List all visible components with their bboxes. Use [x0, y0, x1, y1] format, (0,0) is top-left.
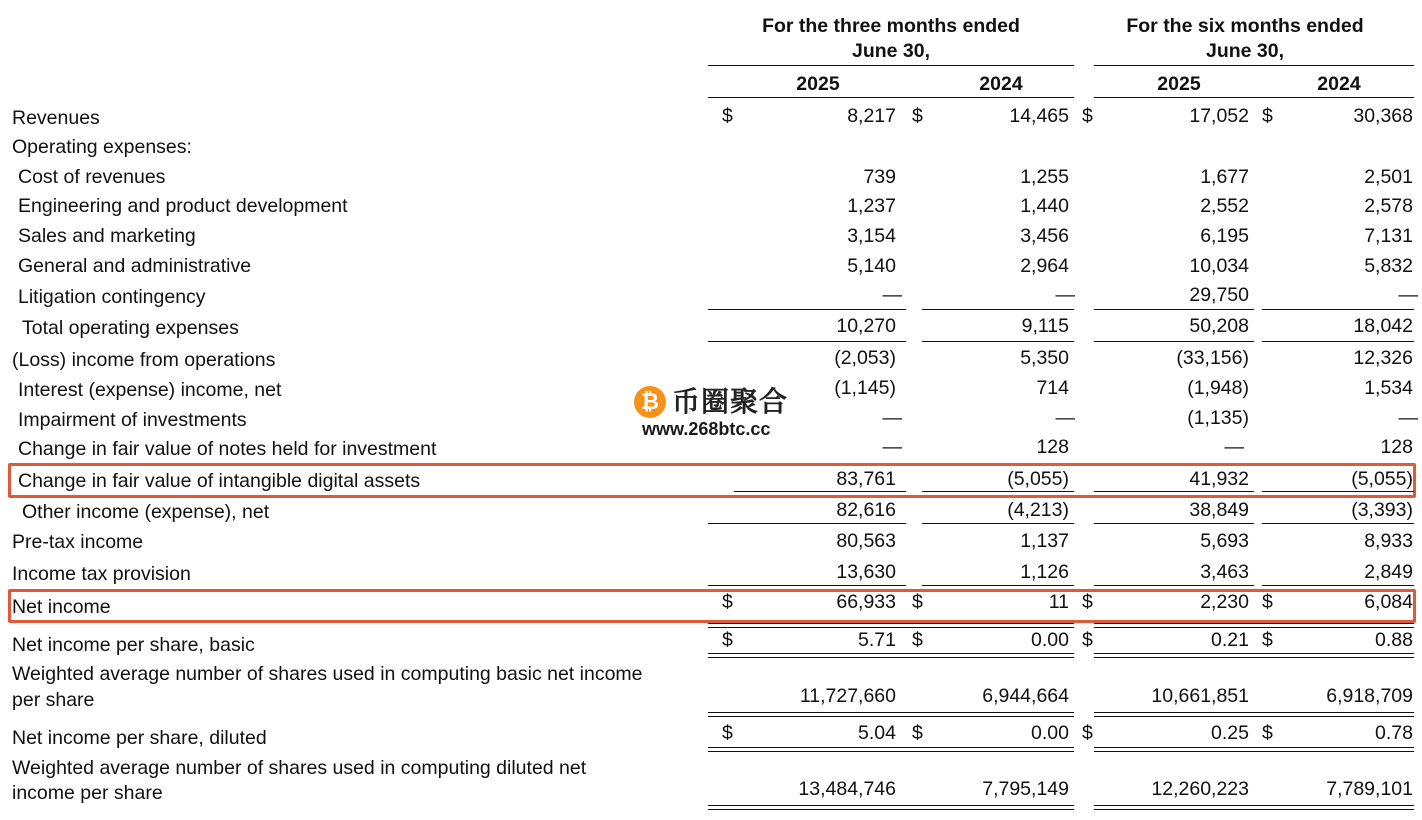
- header-three-months-line2: June 30,: [851, 40, 931, 62]
- cell-value: (1,948): [1187, 377, 1249, 399]
- subtotal-line: [1094, 491, 1254, 492]
- double-underline: [708, 716, 1074, 717]
- cell-value: 5,693: [1200, 530, 1249, 552]
- cell-value: 10,661,851: [1151, 685, 1249, 707]
- subtotal-line: [1262, 309, 1414, 310]
- cell-value: 7,789,101: [1326, 778, 1413, 800]
- cell-value: 1,237: [847, 195, 896, 217]
- subtotal-line: [708, 585, 906, 586]
- currency-symbol: $: [722, 722, 733, 744]
- header-six-months-line1: For the six months ended: [1126, 15, 1364, 37]
- year-header: 2024: [979, 73, 1023, 95]
- double-underline: [708, 809, 1074, 810]
- cell-value: 3,463: [1200, 561, 1249, 583]
- row-label: General and administrative: [18, 255, 252, 277]
- year-underline: [1094, 97, 1414, 98]
- cell-value: 0.00: [1031, 722, 1069, 744]
- cell-value: (4,213): [1007, 499, 1069, 521]
- currency-symbol: $: [1262, 105, 1273, 127]
- cell-value: 1,677: [1200, 166, 1249, 188]
- cell-value: 12,326: [1353, 347, 1413, 369]
- currency-symbol: $: [1262, 629, 1273, 651]
- double-underline: [708, 712, 1074, 713]
- currency-symbol: $: [722, 105, 733, 127]
- cell-value: 7,795,149: [982, 778, 1069, 800]
- currency-symbol: $: [912, 722, 923, 744]
- subtotal-line: [1094, 341, 1254, 342]
- header-underline: [1094, 65, 1414, 66]
- header-six-months-line2: June 30,: [1205, 40, 1285, 62]
- year-header: 2025: [796, 73, 840, 95]
- cell-value: 739: [863, 166, 896, 188]
- year-header: 2024: [1317, 73, 1361, 95]
- currency-symbol: $: [1082, 629, 1093, 651]
- row-label: Change in fair value of intangible digital assets: [18, 470, 421, 492]
- subtotal-line: [922, 491, 1074, 492]
- double-underline: [1094, 751, 1414, 752]
- row-label: Revenues: [12, 107, 100, 129]
- cell-value: 13,630: [836, 561, 896, 583]
- double-underline: [708, 747, 1074, 748]
- bitcoin-icon: ₿: [634, 386, 666, 418]
- cell-value: 0.25: [1211, 722, 1249, 744]
- cell-value: (1,135): [1187, 407, 1249, 429]
- cell-value: 82,616: [836, 499, 896, 521]
- cell-value: (5,055): [1007, 468, 1069, 490]
- currency-symbol: $: [912, 591, 923, 613]
- row-label: Pre-tax income: [12, 531, 144, 553]
- double-underline: [1094, 805, 1414, 806]
- subtotal-line: [922, 309, 1074, 310]
- row-label: (Loss) income from operations: [12, 349, 276, 371]
- cell-value: 128: [1036, 436, 1069, 458]
- row-label: Litigation contingency: [18, 286, 206, 308]
- cell-value: 14,465: [1009, 105, 1069, 127]
- row-label: Net income: [12, 596, 111, 618]
- currency-symbol: $: [1082, 105, 1093, 127]
- cell-value: 50,208: [1189, 315, 1249, 337]
- subtotal-line: [708, 309, 906, 310]
- double-underline: [708, 657, 1074, 658]
- subtotal-line: [708, 341, 906, 342]
- currency-symbol: $: [912, 629, 923, 651]
- cell-value: —: [882, 436, 902, 458]
- subtotal-line: [1094, 309, 1254, 310]
- subtotal-line: [708, 523, 906, 524]
- row-label: Impairment of investments: [18, 409, 247, 431]
- double-underline: [1094, 623, 1414, 624]
- row-label: Interest (expense) income, net: [18, 379, 282, 401]
- row-label: income per share: [12, 782, 163, 804]
- cell-value: —: [1055, 407, 1075, 429]
- cell-value: 714: [1036, 377, 1069, 399]
- currency-symbol: $: [722, 629, 733, 651]
- cell-value: —: [882, 284, 902, 306]
- cell-value: 6,195: [1200, 225, 1249, 247]
- header-three-months-line1: For the three months ended: [762, 15, 1020, 37]
- subtotal-line: [922, 341, 1074, 342]
- cell-value: 2,964: [1020, 255, 1069, 277]
- cell-value: 18,042: [1353, 315, 1413, 337]
- cell-value: 8,217: [847, 105, 896, 127]
- cell-value: 6,918,709: [1326, 685, 1413, 707]
- row-label: Income tax provision: [12, 563, 191, 585]
- cell-value: 38,849: [1189, 499, 1249, 521]
- subtotal-line: [922, 523, 1074, 524]
- double-underline: [1094, 712, 1414, 713]
- cell-value: 0.88: [1375, 629, 1413, 651]
- double-underline: [1094, 657, 1414, 658]
- cell-value: —: [1055, 284, 1075, 306]
- cell-value: 1,534: [1364, 377, 1413, 399]
- watermark-url: www.268btc.cc: [642, 419, 771, 439]
- row-label: Net income per share, basic: [12, 634, 255, 656]
- cell-value: 2,578: [1364, 195, 1413, 217]
- cell-value: 10,034: [1189, 255, 1249, 277]
- subtotal-line: [922, 585, 1074, 586]
- subtotal-line: [1262, 523, 1414, 524]
- cell-value: 9,115: [1021, 315, 1069, 337]
- cell-value: 128: [1380, 436, 1413, 458]
- subtotal-line: [1262, 341, 1414, 342]
- cell-value: 2,501: [1364, 166, 1413, 188]
- cell-value: 11,727,660: [799, 685, 896, 707]
- cell-value: —: [1398, 407, 1418, 429]
- cell-value: 5,140: [847, 255, 896, 277]
- row-label: Sales and marketing: [18, 225, 196, 247]
- cell-value: 13,484,746: [798, 778, 896, 800]
- cell-value: 11: [1048, 591, 1069, 613]
- cell-value: 29,750: [1189, 284, 1249, 306]
- subtotal-line: [734, 491, 906, 492]
- currency-symbol: $: [1082, 722, 1093, 744]
- cell-value: 1,137: [1020, 530, 1069, 552]
- watermark: [632, 384, 802, 440]
- section-label: Operating expenses:: [12, 136, 192, 158]
- cell-value: (5,055): [1351, 468, 1413, 490]
- subtotal-line: [1262, 585, 1414, 586]
- double-underline: [1094, 627, 1414, 628]
- currency-symbol: $: [1262, 722, 1273, 744]
- cell-value: 1,255: [1020, 166, 1069, 188]
- row-label: Weighted average number of shares used in computing diluted net: [12, 757, 587, 779]
- double-underline: [708, 653, 1074, 654]
- currency-symbol: $: [912, 105, 923, 127]
- double-underline: [1094, 716, 1414, 717]
- subtotal-line: [1094, 523, 1254, 524]
- cell-value: —: [1398, 284, 1418, 306]
- row-label: Net income per share, diluted: [12, 727, 267, 749]
- cell-value: 12,260,223: [1151, 778, 1249, 800]
- cell-value: (33,156): [1176, 347, 1249, 369]
- row-label: per share: [12, 689, 95, 711]
- currency-symbol: $: [1262, 591, 1273, 613]
- cell-value: 3,456: [1020, 225, 1069, 247]
- cell-value: 83,761: [836, 468, 896, 490]
- cell-value: 1,440: [1020, 195, 1069, 217]
- cell-value: 6,084: [1364, 591, 1413, 613]
- cell-value: 5,832: [1364, 255, 1413, 277]
- cell-value: 30,368: [1353, 105, 1413, 127]
- cell-value: 2,230: [1200, 591, 1249, 613]
- cell-value: 0.78: [1375, 722, 1413, 744]
- double-underline: [708, 623, 1074, 624]
- cell-value: 6,944,664: [982, 685, 1069, 707]
- cell-value: 41,932: [1189, 468, 1249, 490]
- double-underline: [1094, 653, 1414, 654]
- cell-value: 5,350: [1020, 347, 1069, 369]
- cell-value: 5.04: [858, 722, 896, 744]
- row-label: Total operating expenses: [22, 317, 239, 339]
- double-underline: [1094, 747, 1414, 748]
- row-label: Weighted average number of shares used in computing basic net income: [12, 663, 643, 685]
- currency-symbol: $: [1082, 591, 1093, 613]
- cell-value: 8,933: [1364, 530, 1413, 552]
- cell-value: 2,849: [1364, 561, 1413, 583]
- cell-value: 0.21: [1211, 629, 1249, 651]
- row-label: Engineering and product development: [18, 195, 348, 217]
- subtotal-line: [1262, 491, 1414, 492]
- cell-value: 0.00: [1031, 629, 1069, 651]
- cell-value: (2,053): [834, 347, 896, 369]
- year-underline: [708, 97, 1074, 98]
- row-label: Cost of revenues: [18, 166, 166, 188]
- double-underline: [708, 751, 1074, 752]
- year-header: 2025: [1157, 73, 1201, 95]
- cell-value: —: [882, 407, 902, 429]
- currency-symbol: $: [722, 591, 733, 613]
- cell-value: 80,563: [836, 530, 896, 552]
- cell-value: 17,052: [1189, 105, 1249, 127]
- cell-value: 10,270: [836, 315, 896, 337]
- cell-value: (3,393): [1351, 499, 1413, 521]
- cell-value: 5.71: [858, 629, 896, 651]
- cell-value: 1,126: [1020, 561, 1069, 583]
- header-underline: [708, 65, 1074, 66]
- watermark-name: 币圈聚合: [672, 386, 789, 417]
- double-underline: [1094, 809, 1414, 810]
- row-label: Other income (expense), net: [22, 501, 270, 523]
- cell-value: 3,154: [847, 225, 896, 247]
- cell-value: 2,552: [1200, 195, 1249, 217]
- cell-value: (1,145): [834, 377, 896, 399]
- double-underline: [708, 805, 1074, 806]
- cell-value: —: [1224, 436, 1244, 458]
- subtotal-line: [1094, 585, 1254, 586]
- cell-value: 66,933: [836, 591, 896, 613]
- row-label: Change in fair value of notes held for investment: [18, 438, 437, 460]
- cell-value: 7,131: [1364, 225, 1413, 247]
